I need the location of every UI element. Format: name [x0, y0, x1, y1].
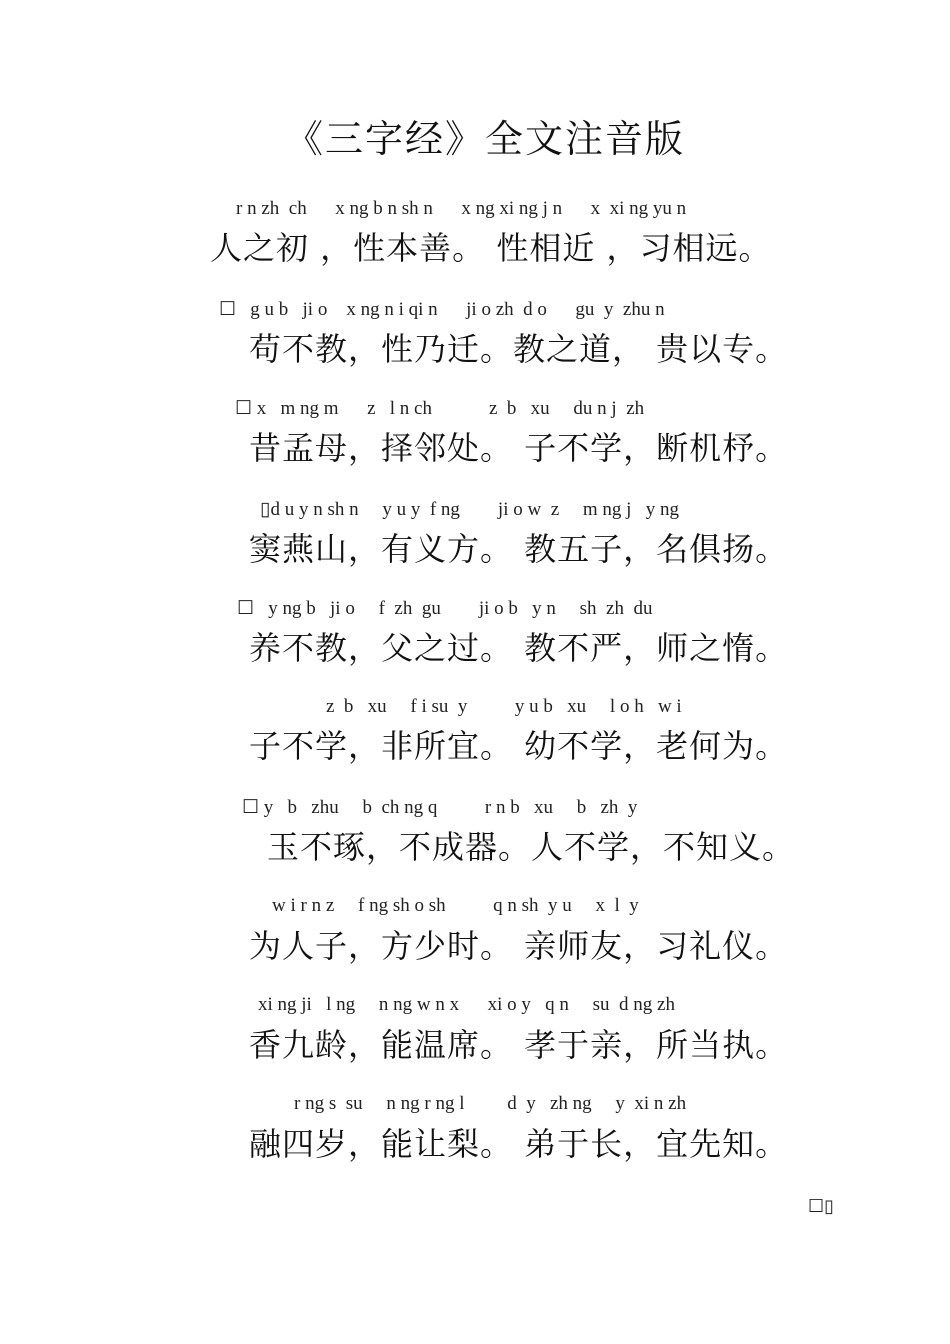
verse-8-pinyin: w i r n z f ng sh o sh q n sh y u x l y — [272, 895, 639, 916]
verse-9-pinyin: xi ng ji l ng n ng w n x xi o y q n su d ng zh — [258, 994, 675, 1015]
verse-5-pinyin: ☐ y ng b ji o f zh gu ji o b y n sh zh du — [237, 598, 653, 619]
verse-10-text: 融四岁，能让梨。 弟于长，宜先知。 — [249, 1125, 789, 1163]
verse-10-pinyin: r ng s su n ng r ng l d y zh ng y xi n zh — [294, 1093, 687, 1114]
verse-7-text: 玉不琢，不成器。人不学，不知义。 — [267, 828, 796, 866]
verse-4-text: 窦燕山，有义方。 教五子，名俱扬。 — [249, 530, 789, 568]
verse-6-text: 子不学，非所宜。 幼不学，老何为。 — [249, 727, 789, 765]
verse-7-pinyin: ☐ y b zhu b ch ng q r n b xu b zh y — [242, 797, 638, 818]
verse-6-pinyin: z b xu f i su y y u b xu l o h w i — [326, 696, 682, 717]
verse-5-text: 养不教，父之过。 教不严，师之惰。 — [249, 629, 789, 667]
verse-1-text: 人之初 ，性本善。 性相近 ，习相远。 — [210, 229, 772, 267]
verse-9-text: 香九龄，能温席。 孝于亲，所当执。 — [249, 1026, 789, 1064]
verse-3-text: 昔孟母，择邻处。 子不学，断机杼。 — [249, 429, 789, 467]
document-title: 《三字经》全文注音版 — [284, 117, 685, 161]
verse-3-pinyin: ☐ x m ng m z l n ch z b xu du n j zh — [235, 398, 645, 419]
verse-4-pinyin: ▯d u y n sh n y u y f ng ji o w z m ng j y ng — [260, 499, 679, 520]
page-number: ☐▯ — [808, 1196, 835, 1217]
verse-2-pinyin: ☐ g u b ji o x ng n i qi n ji o zh d o gu y zhu n — [219, 299, 665, 320]
verse-2-text: 苟不教，性乃迁。教之道， 贵以专。 — [249, 330, 789, 368]
verse-1-pinyin: r n zh ch x ng b n sh n x ng xi ng j n x xi ng yu n — [236, 198, 687, 219]
verse-8-text: 为人子，方少时。 亲师友，习礼仪。 — [249, 927, 789, 965]
